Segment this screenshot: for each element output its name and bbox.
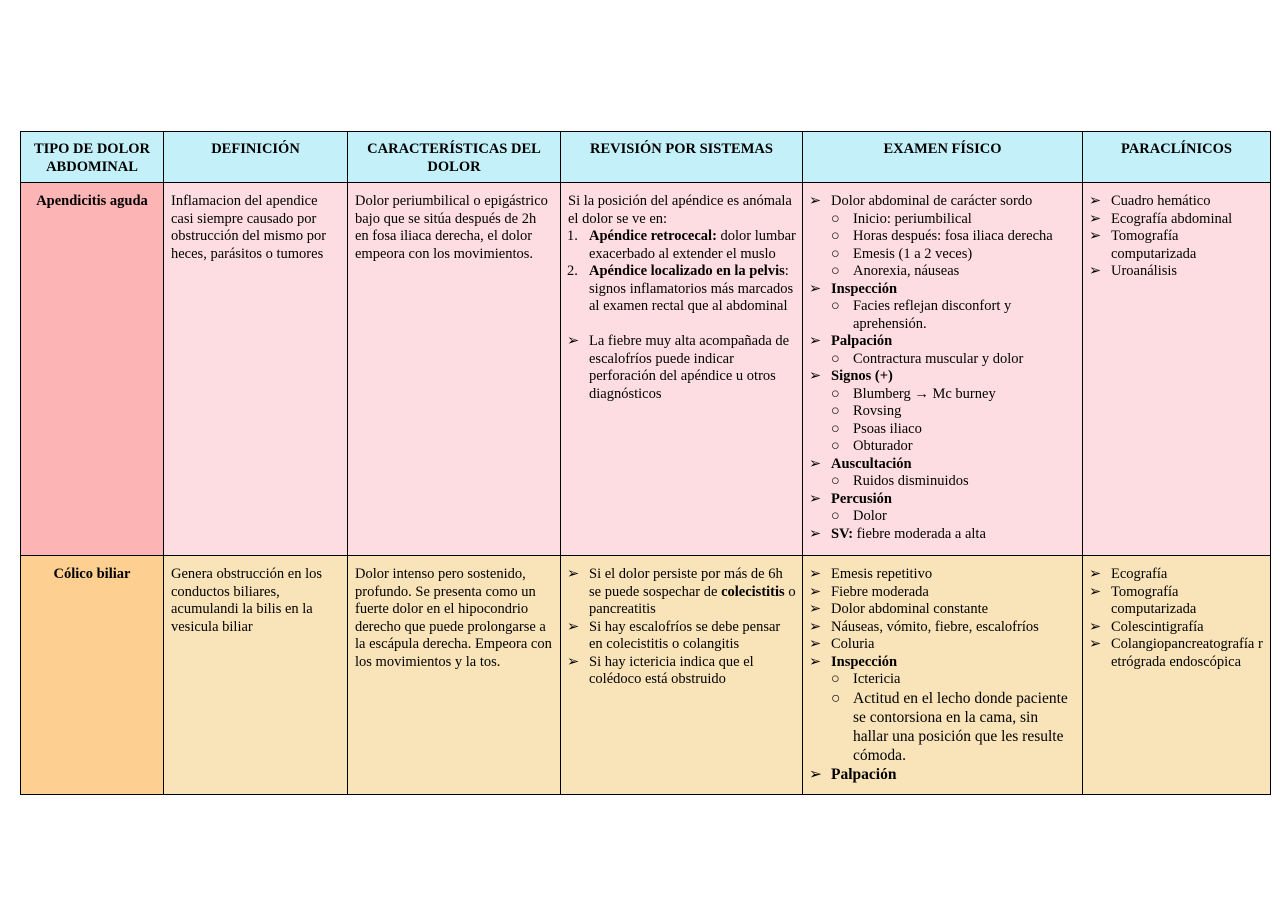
- caracteristicas-cell: Dolor periumbilical o epigástrico bajo que se sitúa después de 2h en fosa iliaca derecha, el dolor empeora con los movimientos.: [348, 183, 561, 556]
- list-item-text: dolor lumbar exacerbado al extender el muslo: [589, 228, 796, 262]
- circle-bullet-icon: ○: [831, 420, 840, 437]
- arrow-bullet-icon: ➢: [809, 280, 822, 297]
- list-item-bold: colecistitis: [721, 583, 785, 600]
- arrow-bullet-icon: ➢: [567, 333, 580, 349]
- list-item-bold: Percusión: [831, 490, 892, 507]
- arrow-bullet-icon: ➢: [809, 636, 822, 652]
- arrow-bullet-icon: ➢: [1089, 618, 1102, 635]
- arrow-bullet-icon: ➢: [1089, 583, 1102, 600]
- list-item: [809, 636, 1076, 654]
- sub-item-text: Obturador: [853, 438, 913, 454]
- list-item: [809, 333, 1076, 351]
- sub-item-text: Inicio: periumbilical: [853, 210, 972, 227]
- arrow-bullet-icon: ➢: [1089, 228, 1102, 244]
- arrow-bullet-icon: ➢: [809, 653, 822, 670]
- arrow-bullet-icon: ➢: [809, 765, 822, 783]
- list-item-bold: Apéndice localizado en la pelvis: [589, 263, 785, 279]
- list-item-text: Tomografía computarizada: [1111, 583, 1197, 617]
- list-item: [809, 654, 1076, 672]
- list-item: [1089, 584, 1264, 619]
- header-definicion: DEFINICIÓN: [164, 132, 348, 183]
- list-item: [809, 619, 1076, 637]
- sub-item-text: Ruidos disminuidos: [853, 473, 969, 489]
- circle-bullet-icon: ○: [831, 210, 840, 227]
- sub-item: [809, 386, 1076, 404]
- arrow-bullet-icon: ➢: [809, 193, 822, 209]
- number-marker: 1.: [567, 228, 578, 244]
- arrow-bullet-icon: ➢: [809, 333, 822, 349]
- list-item-text: Coluria: [831, 636, 875, 652]
- sub-item: [809, 403, 1076, 421]
- circle-bullet-icon: ○: [831, 245, 840, 262]
- list-item-bold: Palpación: [831, 765, 897, 783]
- circle-bullet-icon: ○: [831, 350, 840, 367]
- arrow-bullet-icon: ➢: [1089, 210, 1102, 227]
- circle-bullet-icon: ○: [831, 385, 840, 402]
- circle-bullet-icon: ○: [831, 403, 840, 419]
- abdominal-pain-table: [20, 131, 1271, 795]
- sub-item-text: Contractura muscular y dolor: [853, 350, 1024, 367]
- list-item: [567, 333, 796, 403]
- arrow-bullet-icon: ➢: [567, 653, 580, 670]
- sub-item-text: Facies reflejan disconfort y aprehensión.: [853, 298, 1012, 332]
- list-item-text: o pancreatitis: [589, 583, 796, 617]
- revision-intro: Si la posición del apéndice es anómala el dolor se ve en:: [568, 193, 792, 227]
- list-item-text: Colescintigrafía: [1111, 618, 1204, 635]
- sub-item: [809, 689, 1076, 765]
- circle-bullet-icon: ○: [831, 473, 840, 489]
- list-item: [1089, 619, 1264, 637]
- list-item-bold: Signos (+): [831, 368, 893, 384]
- arrow-bullet-icon: ➢: [1089, 263, 1102, 279]
- list-item: [567, 263, 796, 316]
- sub-item: [809, 298, 1076, 333]
- sub-item: [809, 351, 1076, 369]
- list-item-text: Uroanálisis: [1111, 263, 1178, 279]
- list-item-bold: Auscultación: [831, 455, 912, 472]
- arrow-bullet-icon: ➢: [809, 583, 822, 600]
- number-marker: 2.: [567, 263, 578, 279]
- examen-cell: [803, 556, 1083, 795]
- list-item: [1089, 263, 1264, 281]
- header-examen: EXAMEN FÍSICO: [803, 132, 1083, 183]
- arrow-bullet-icon: ➢: [809, 618, 822, 635]
- sub-item: [809, 671, 1076, 689]
- circle-bullet-icon: ○: [831, 298, 840, 314]
- list-item-text: Emesis repetitivo: [831, 566, 933, 582]
- list-item-bold: SV:: [831, 525, 854, 542]
- list-item-text: : signos inflamatorios más marcados al examen rectal que al abdominal: [589, 263, 794, 314]
- header-tipo: TIPO DE DOLOR ABDOMINAL: [21, 132, 164, 183]
- arrow-bullet-icon: ➢: [809, 601, 822, 617]
- sub-item-text: Rovsing: [853, 403, 902, 419]
- list-item: [809, 601, 1076, 619]
- list-item: [809, 566, 1076, 584]
- sub-item: [809, 228, 1076, 246]
- list-item-text: La fiebre muy alta acompañada de escalofríos puede indicar perforación del apéndice u otros diagnósticos: [589, 333, 790, 402]
- list-item-text: Ecografía abdominal: [1111, 210, 1233, 227]
- list-item: [809, 491, 1076, 509]
- sub-item: [809, 421, 1076, 439]
- sub-item-text: Ictericia: [853, 671, 901, 687]
- table-row: [21, 556, 1271, 795]
- list-item-bold: Palpación: [831, 333, 893, 349]
- arrow-bullet-icon: ➢: [1089, 636, 1102, 652]
- circle-bullet-icon: ○: [831, 508, 840, 524]
- definicion-cell: Inflamacion del apendice casi siempre causado por obstrucción del mismo por heces, parásitos o tumores: [164, 183, 348, 556]
- arrow-bullet-icon: ➢: [1089, 566, 1102, 582]
- caracteristicas-cell: Dolor intenso pero sostenido, profundo. Se presenta como un fuerte dolor en el hipocondrio derecho que puede prolongarse a la escápula derecha. Empeora con los movimientos y la tos.: [348, 556, 561, 795]
- sub-item: [809, 438, 1076, 456]
- revision-cell: [561, 183, 803, 556]
- arrow-bullet-icon: ➢: [1089, 193, 1102, 209]
- list-item-text: Náuseas, vómito, fiebre, escalofríos: [831, 618, 1039, 635]
- list-item: [567, 619, 796, 654]
- paraclinicos-cell: [1083, 183, 1271, 556]
- list-item: [1089, 193, 1264, 211]
- list-item: [809, 281, 1076, 299]
- sub-item: [809, 263, 1076, 281]
- paraclinicos-cell: [1083, 556, 1271, 795]
- list-item-bold: Apéndice retrocecal:: [589, 228, 717, 244]
- list-item: [1089, 228, 1264, 263]
- arrow-bullet-icon: ➢: [809, 525, 822, 542]
- sub-item: [809, 473, 1076, 491]
- list-item-text: Cuadro hemático: [1111, 193, 1211, 209]
- list-item: [567, 654, 796, 689]
- row-type-cell: Apendicitis aguda: [21, 183, 164, 556]
- revision-cell: [561, 556, 803, 795]
- list-item: [809, 526, 1076, 544]
- sub-item: [809, 211, 1076, 229]
- list-item: [567, 228, 796, 263]
- list-item: [809, 584, 1076, 602]
- list-item-text: Fiebre moderada: [831, 583, 929, 600]
- list-item-text: Tomografía computarizada: [1111, 228, 1197, 262]
- row-type-cell: Cólico biliar: [21, 556, 164, 795]
- sub-item-text: Blumberg → Mc burney: [853, 385, 996, 402]
- sub-item: [809, 508, 1076, 526]
- header-revision: REVISIÓN POR SISTEMAS: [561, 132, 803, 183]
- sub-item-text: Dolor: [853, 508, 887, 524]
- arrow-bullet-icon: ➢: [809, 566, 822, 582]
- arrow-bullet-icon: ➢: [809, 455, 822, 472]
- list-item: [1089, 211, 1264, 229]
- circle-bullet-icon: ○: [831, 671, 840, 687]
- sub-item-text: Horas después: fosa iliaca derecha: [853, 228, 1053, 244]
- table-row: [21, 183, 1271, 556]
- header-caracteristicas: CARACTERÍSTICAS DEL DOLOR: [348, 132, 561, 183]
- list-item: [1089, 636, 1264, 671]
- list-item: [809, 368, 1076, 386]
- arrow-bullet-icon: ➢: [567, 618, 580, 635]
- examen-cell: [803, 183, 1083, 556]
- definicion-cell: Genera obstrucción en los conductos biliares, acumulandi la bilis en la vesicula biliar: [164, 556, 348, 795]
- list-item-text: Dolor abdominal constante: [831, 601, 989, 617]
- list-item-text: fiebre moderada a alta: [853, 525, 986, 542]
- sub-item-text: Anorexia, náuseas: [853, 263, 960, 279]
- circle-bullet-icon: ○: [831, 689, 841, 707]
- list-item-bold: Inspección: [831, 653, 898, 670]
- arrow-bullet-icon: ➢: [567, 566, 580, 582]
- circle-bullet-icon: ○: [831, 228, 840, 244]
- circle-bullet-icon: ○: [831, 438, 840, 454]
- header-paraclinicos: PARACLÍNICOS: [1083, 132, 1271, 183]
- list-item-text: Dolor abdominal de carácter sordo: [831, 193, 1033, 209]
- list-item-bold: Inspección: [831, 280, 898, 297]
- list-item-text: Si hay ictericia indica que el colédoco está obstruido: [589, 653, 754, 687]
- arrow-bullet-icon: ➢: [809, 368, 822, 384]
- list-item-text: Si el dolor persiste por más de 6h se puede sospechar de: [589, 566, 783, 600]
- list-item: [809, 456, 1076, 474]
- list-item: [809, 193, 1076, 211]
- list-item-text: Si hay escalofríos se debe pensar en colecistitis o colangitis: [589, 618, 781, 652]
- header-row: [21, 132, 1271, 183]
- list-item-text: Ecografía: [1111, 566, 1168, 582]
- sub-item: [809, 246, 1076, 264]
- sub-item-text: Actitud en el lecho donde paciente se contorsiona en la cama, sin hallar una posición que les resulte cómoda.: [853, 689, 1068, 764]
- sub-item-text: Psoas iliaco: [853, 420, 922, 437]
- arrow-bullet-icon: ➢: [809, 490, 822, 507]
- list-item: [809, 765, 1076, 784]
- list-item-text: Colangiopancreatografía retrógrada endoscópica: [1111, 636, 1263, 670]
- list-item: [567, 566, 796, 619]
- list-item: [1089, 566, 1264, 584]
- sub-item-text: Emesis (1 a 2 veces): [853, 245, 973, 262]
- circle-bullet-icon: ○: [831, 263, 840, 279]
